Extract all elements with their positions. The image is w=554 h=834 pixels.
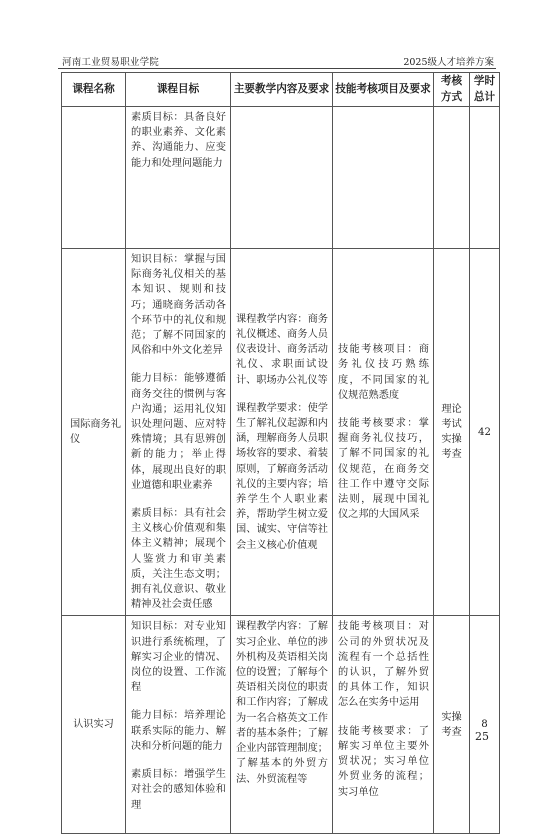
table-header-row [62,73,500,107]
table-row [62,616,500,834]
header-program-title: 2025级人才培养方案 [403,57,494,68]
header-divider [58,68,496,69]
goal-paragraph: 素质目标：增强学生对社会的感知体验和理 [131,769,226,811]
goal-paragraph: 知识目标：掌握与国际商务礼仪相关的基本知识、规则和技巧；通晓商务活动各个环节中的礼仪和规范；了解不同国家的风俗和中外文化差异 [131,254,226,357]
col-header-exam-method: 考核 方式 [434,73,470,107]
total-hours-cell [470,107,500,249]
table-row [62,249,500,616]
total-hours-cell: 42 [470,249,500,616]
teaching-content-cell [231,249,333,616]
teaching-content-cell [231,107,333,249]
course-name-cell: 认识实习 [62,616,126,834]
col-header-course-name: 课程名称 [62,73,126,107]
page-number: 25 [475,730,489,743]
header-school-name: 河南工业贸易职业学院 [62,57,160,68]
exam-method-cell: 理论考试实操考查 [434,249,470,616]
content-paragraph: 课程教学内容：商务礼仪概述、商务人员仪表设计、商务活动礼仪、求职面试设计、职场办公礼仪等 [236,313,328,386]
skill-assessment-cell [333,249,434,616]
course-name-cell: 国际商务礼仪 [62,249,126,616]
col-header-course-goals: 课程目标 [126,73,231,107]
skill-paragraph: 技能考核要求：了解实习单位主要外贸状况；实习单位外贸业务的流程；实习单位 [338,725,429,798]
goal-paragraph: 能力目标：能够遵循商务交往的惯例与客户沟通；运用礼仪知识处理问题、应对特殊情境；具有思辨创新的能力；举止得体，展现出良好的职业道德和职业素养 [131,373,226,491]
teaching-content-cell [231,616,333,834]
course-name-cell [62,107,126,249]
skill-paragraph: 技能考核项目：对公司的外贸状况及流程有一个总括性的认识，了解外贸的具体工作，知识怎么在实务中运用 [338,621,429,709]
skill-assessment-cell [333,107,434,249]
exam-method-cell: 实操考查 [434,616,470,834]
goal-paragraph: 素质目标：具备良好的职业素养、文化素养、沟通能力、应变能力和处理问题能力 [131,112,226,169]
content-paragraph: 课程教学内容：了解实习企业、单位的涉外机构及英语相关岗位的设置；了解每个英语相关岗位的职责和工作内容；了解成为一名合格英文工作者的基本条件；了解企业内部管理制度；了解基本的外贸方法、外贸流程等 [236,621,328,785]
col-header-skill-assessment: 技能考核项目及要求 [333,73,434,107]
course-goals-cell [126,249,231,616]
skill-assessment-cell [333,616,434,834]
exam-method-cell [434,107,470,249]
table-row [62,107,500,249]
goal-paragraph: 能力目标：培养理论联系实际的能力、解决和分析问题的能力 [131,710,226,752]
goal-paragraph: 素质目标：具有社会主义核心价值观和集体主义精神；展现个人鉴赏力和审美素质，关注生态文明；拥有礼仪意识、敬业精神及社会责任感 [131,508,226,611]
course-goals-cell [126,616,231,834]
curriculum-table [61,72,500,834]
goal-paragraph: 知识目标：对专业知识进行系统梳理，了解实习企业的情况、岗位的设置、工作流程 [131,621,226,694]
skill-paragraph: 技能考核项目：商务礼仪技巧熟练度，不同国家的礼仪规范熟悉度 [338,344,429,401]
content-paragraph: 课程教学要求：使学生了解礼仪起源和内涵，理解商务人员职场妆容的要求、着装原则，了解商务活动礼仪的主要内容；培养学生个人职业素养，帮助学生树立爱国、诚实、守信等社会主义核心价值观 [236,402,328,551]
skill-paragraph: 技能考核要求：掌握商务礼仪技巧，了解不同国家的礼仪规范，在商务交往工作中遵守交际法则，展现中国礼仪之邦的大国风采 [338,417,429,521]
course-goals-cell [126,107,231,249]
total-hours-cell: 8 [470,616,500,834]
col-header-teaching-content: 主要教学内容及要求 [231,73,333,107]
col-header-total-hours: 学时 总计 [470,73,500,107]
